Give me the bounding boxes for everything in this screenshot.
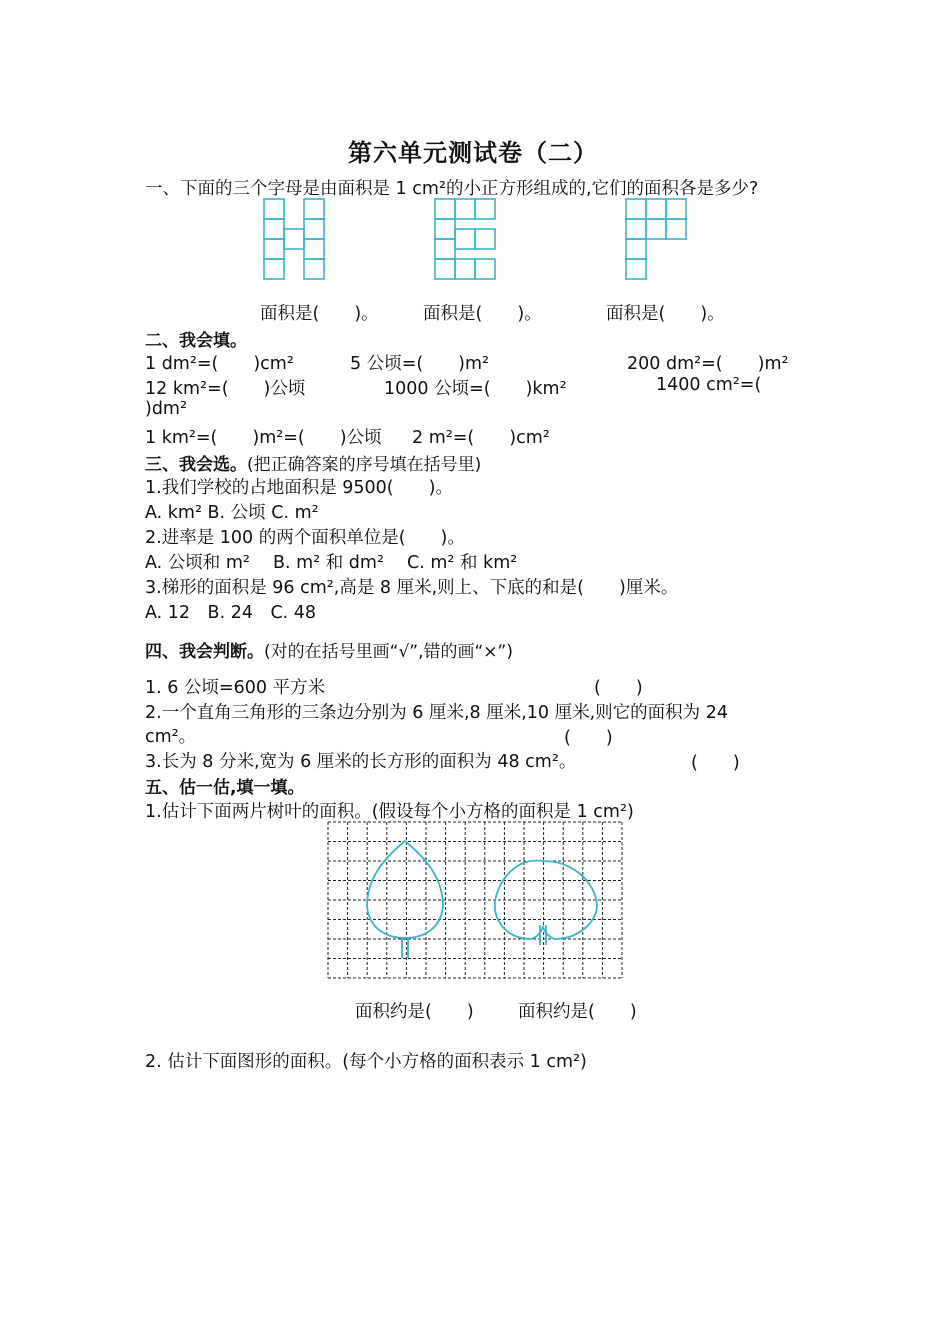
fill-item-4: 12 km²=( )公顷 bbox=[145, 379, 306, 399]
section4-heading: 四、我会判断。(对的在括号里画“√”,错的画“×”) bbox=[145, 642, 513, 662]
leaf-1-answer: 面积约是( ) bbox=[355, 1002, 474, 1022]
fill-item-6-cont: )dm² bbox=[145, 399, 187, 419]
fill-item-1: 1 dm²=( )cm² bbox=[145, 354, 294, 374]
choice-q1-options: A. km² B. 公顷 C. m² bbox=[145, 503, 319, 523]
leaf-1 bbox=[367, 841, 443, 938]
section5-heading: 五、估一估,填一填。 bbox=[145, 778, 305, 798]
judge-q3: 3.长为 8 分米,宽为 6 厘米的长方形的面积为 48 cm²。 bbox=[145, 752, 577, 772]
leaf-1-stem bbox=[402, 938, 408, 958]
leaf-2-answer: 面积约是( ) bbox=[518, 1002, 637, 1022]
answer-e: 面积是( )。 bbox=[423, 304, 542, 324]
judge-q1-bracket: ( ) bbox=[594, 678, 643, 698]
fill-item-3: 200 dm²=( )m² bbox=[627, 354, 789, 374]
choice-q3-options: A. 12 B. 24 C. 48 bbox=[145, 603, 317, 623]
choice-q2: 2.进率是 100 的两个面积单位是( )。 bbox=[145, 528, 465, 548]
page-title: 第六单元测试卷（二） bbox=[348, 138, 598, 167]
fill-item-5: 1000 公顷=( )km² bbox=[384, 379, 567, 399]
answer-h: 面积是( )。 bbox=[260, 304, 379, 324]
choice-q2-options: A. 公顷和 m² B. m² 和 dm² C. m² 和 km² bbox=[145, 553, 518, 573]
fill-item-6: 1400 cm²=( bbox=[656, 375, 762, 395]
choice-q3: 3.梯形的面积是 96 cm²,高是 8 厘米,则上、下底的和是( )厘米。 bbox=[145, 578, 679, 598]
answer-f: 面积是( )。 bbox=[606, 304, 725, 324]
judge-q2-cont: cm²。 bbox=[145, 727, 197, 747]
estimate-q1: 1.估计下面两片树叶的面积。(假设每个小方格的面积是 1 cm²) bbox=[145, 802, 634, 822]
judge-q2: 2.一个直角三角形的三条边分别为 6 厘米,8 厘米,10 厘米,则它的面积为 24 bbox=[145, 703, 729, 723]
choice-q1: 1.我们学校的占地面积是 9500( )。 bbox=[145, 478, 453, 498]
letter-e-figure bbox=[434, 198, 498, 282]
letter-f-figure bbox=[625, 198, 689, 282]
fill-item-7: 1 km²=( )m²=( )公顷 bbox=[145, 428, 382, 448]
judge-q1: 1. 6 公顷=600 平方米 bbox=[145, 678, 326, 698]
section3-heading: 三、我会选。(把正确答案的序号填在括号里) bbox=[145, 455, 482, 475]
judge-q3-bracket: ( ) bbox=[691, 753, 740, 773]
leaf-grid-figure bbox=[327, 821, 623, 979]
letter-h-figure bbox=[263, 198, 327, 282]
section2-heading: 二、我会填。 bbox=[145, 331, 247, 351]
section1-heading: 一、下面的三个字母是由面积是 1 cm²的小正方形组成的,它们的面积各是多少? bbox=[145, 179, 759, 199]
fill-item-2: 5 公顷=( )m² bbox=[350, 354, 490, 374]
judge-q2-bracket: ( ) bbox=[564, 728, 613, 748]
estimate-q2: 2. 估计下面图形的面积。(每个小方格的面积表示 1 cm²) bbox=[145, 1052, 587, 1072]
fill-item-8: 2 m²=( )cm² bbox=[412, 428, 550, 448]
